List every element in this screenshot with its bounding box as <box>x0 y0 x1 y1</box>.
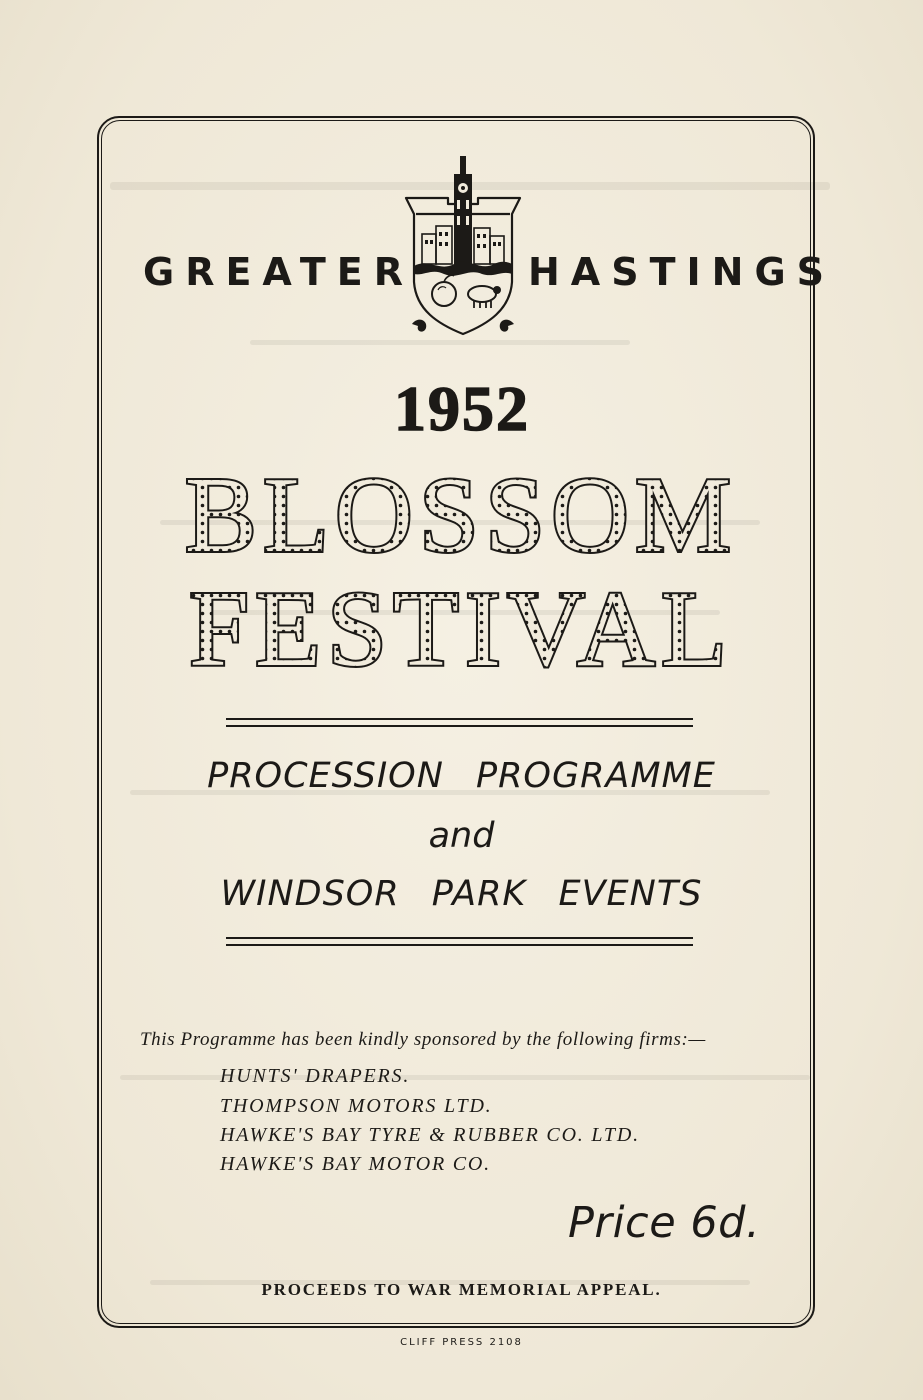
price-label: Price 6d. <box>568 1198 761 1248</box>
divider-rule <box>226 725 693 727</box>
year-text: 1952 <box>393 378 530 438</box>
header-word-right: HASTINGS <box>528 250 836 294</box>
title-line1: BLOSSOM <box>184 465 738 575</box>
subtitle-line3: WINDSOR PARK EVENTS <box>220 874 703 914</box>
sponsor-firm: HAWKE'S BAY TYRE & RUBBER CO. LTD. <box>220 1124 640 1146</box>
header-word-left: GREATER <box>143 250 415 294</box>
divider-rule <box>226 718 693 720</box>
divider-rule <box>226 937 693 939</box>
divider-rule <box>226 944 693 946</box>
festival-year <box>0 378 923 438</box>
city-crest-icon <box>402 154 524 344</box>
festival-title <box>0 465 923 675</box>
title-line2: FESTIVAL <box>188 570 734 675</box>
sponsor-firm: THOMPSON MOTORS LTD. <box>220 1095 493 1117</box>
subtitle-line2: and <box>428 816 495 856</box>
proceeds-note: PROCEEDS TO WAR MEMORIAL APPEAL. <box>261 1280 662 1299</box>
sponsor-intro: This Programme has been kindly sponsored by the following firms:— <box>140 1029 706 1050</box>
printer-imprint: CLIFF PRESS 2108 <box>400 1337 523 1348</box>
subtitle-line1: PROCESSION PROGRAMME <box>207 756 716 796</box>
sponsor-firm: HUNTS' DRAPERS. <box>220 1065 411 1087</box>
sponsor-firm: HAWKE'S BAY MOTOR CO. <box>220 1153 491 1175</box>
